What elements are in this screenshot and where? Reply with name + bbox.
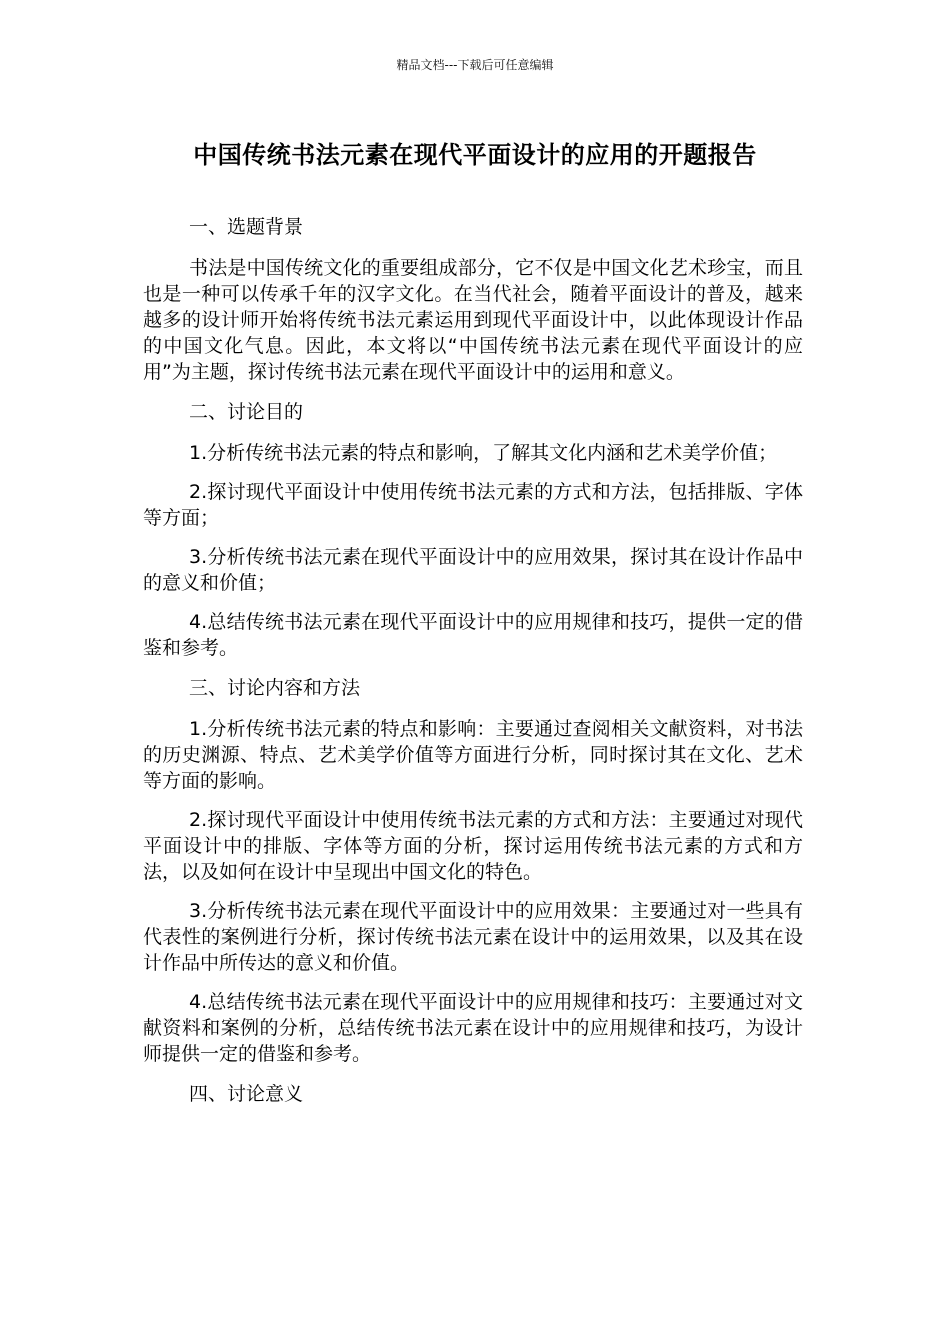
section-heading-content-methods: 三、讨论内容和方法 [189, 677, 361, 699]
paragraph: 2.探讨现代平面设计中使用传统书法元素的方式和方法：主要通过对现代平面设计中的排版、字体等方面的分析，探讨运用传统书法元素的方式和方法，以及如何在设计中呈现出中国文化的特色。 [143, 809, 803, 883]
document-title: 中国传统书法元素在现代平面设计的应用的开题报告 [193, 141, 757, 169]
document-body [143, 213, 803, 1122]
section-heading-purpose: 二、讨论目的 [189, 401, 304, 423]
page-header: 精品文档---下载后可任意编辑 [396, 58, 554, 72]
section-heading-background: 一、选题背景 [189, 216, 304, 238]
paragraph: 书法是中国传统文化的重要组成部分，它不仅是中国文化艺术珍宝，而且也是一种可以传承千年的汉字文化。在当代社会，随着平面设计的普及，越来越多的设计师开始将传统书法元素运用到现代平面设计中，以此体现设计作品的中国文化气息。因此，本文将以“中国传统书法元素在现代平面设计的应用”为主题，探讨传统书法元素在现代平面设计中的运用和意义。 [143, 257, 803, 383]
paragraph: 3.分析传统书法元素在现代平面设计中的应用效果，探讨其在设计作品中的意义和价值； [143, 546, 803, 594]
paragraph: 1.分析传统书法元素的特点和影响：主要通过查阅相关文献资料，对书法的历史渊源、特点、艺术美学价值等方面进行分析，同时探讨其在文化、艺术等方面的影响。 [143, 718, 803, 792]
paragraph: 2.探讨现代平面设计中使用传统书法元素的方式和方法，包括排版、字体等方面； [143, 481, 803, 529]
paragraph: 4.总结传统书法元素在现代平面设计中的应用规律和技巧：主要通过对文献资料和案例的分析，总结传统书法元素在设计中的应用规律和技巧，为设计师提供一定的借鉴和参考。 [143, 991, 803, 1065]
paragraph: 3.分析传统书法元素在现代平面设计中的应用效果：主要通过对一些具有代表性的案例进行分析，探讨传统书法元素在设计中的运用效果，以及其在设计作品中所传达的意义和价值。 [143, 900, 803, 974]
section-heading-significance: 四、讨论意义 [189, 1083, 304, 1105]
paragraph: 4.总结传统书法元素在现代平面设计中的应用规律和技巧，提供一定的借鉴和参考。 [143, 611, 803, 659]
paragraph: 1.分析传统书法元素的特点和影响，了解其文化内涵和艺术美学价值； [189, 442, 778, 464]
